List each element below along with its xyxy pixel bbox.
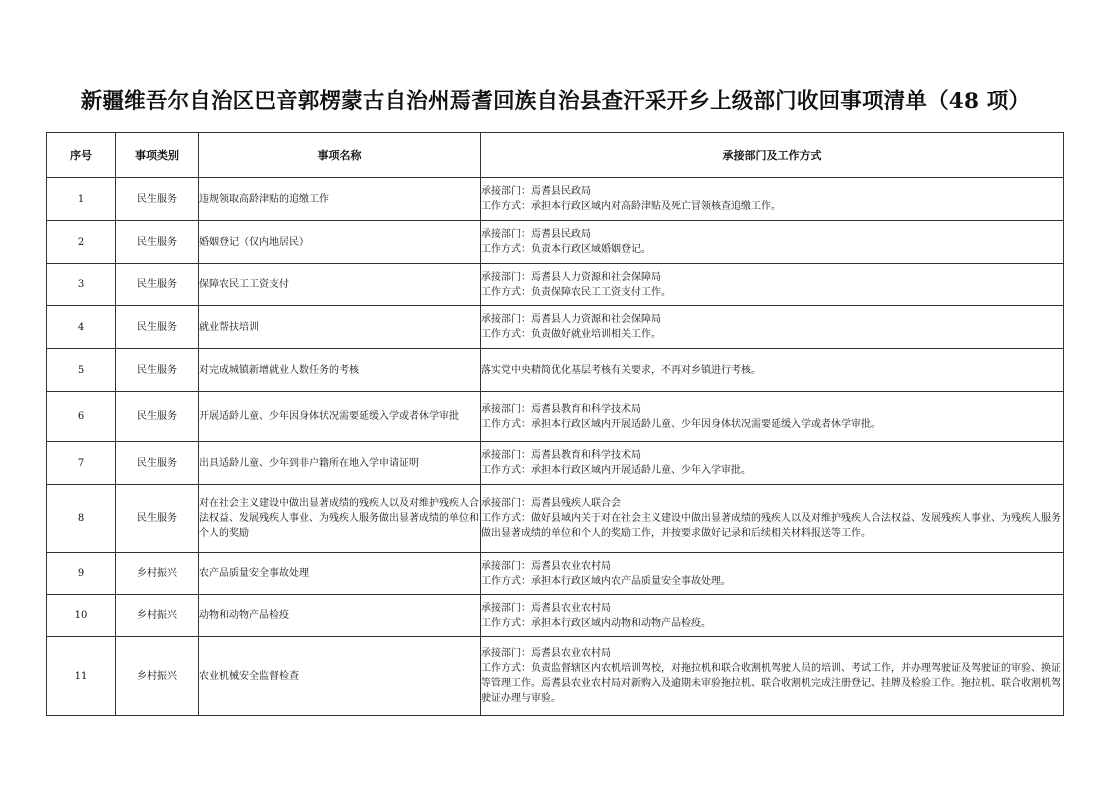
cell-category: 乡村振兴 bbox=[116, 553, 199, 595]
dept-line: 承接部门：焉耆县教育和科学技术局 bbox=[481, 403, 641, 415]
cell-name: 动物和动物产品检疫 bbox=[199, 595, 481, 637]
header-name: 事项名称 bbox=[199, 133, 481, 178]
table-row bbox=[47, 392, 1064, 442]
page-title: 新疆维吾尔自治区巴音郭楞蒙古自治州焉耆回族自治县查汗采开乡上级部门收回事项清单（48 项） bbox=[80, 89, 1031, 114]
table-row bbox=[47, 553, 1064, 595]
cell-dept bbox=[481, 553, 1064, 595]
cell-category: 民生服务 bbox=[116, 485, 199, 553]
cell-category: 乡村振兴 bbox=[116, 637, 199, 716]
dept-line: 工作方式：负责保障农民工工资支付工作。 bbox=[481, 286, 671, 298]
cell-no: 2 bbox=[47, 221, 116, 264]
header-dept: 承接部门及工作方式 bbox=[481, 133, 1064, 178]
cell-name: 农业机械安全监督检查 bbox=[199, 637, 481, 716]
dept-line: 承接部门：焉耆县农业农村局 bbox=[481, 602, 611, 614]
dept-line: 承接部门：焉耆县人力资源和社会保障局 bbox=[481, 314, 661, 325]
table-row bbox=[47, 595, 1064, 637]
cell-no: 5 bbox=[47, 349, 116, 392]
dept-line: 工作方式：承担本行政区域内开展适龄儿童、少年入学审批。 bbox=[481, 465, 751, 476]
header-no: 序号 bbox=[47, 133, 116, 178]
cell-no: 8 bbox=[47, 485, 116, 553]
cell-category: 民生服务 bbox=[116, 442, 199, 485]
dept-line: 工作方式：负责监督辖区内农机培训驾校，对拖拉机和联合收割机驾驶人员的培训、考试工作，并办理驾驶证及驾驶证的审验、换证等管理工作。焉耆县农业农村局对新购入及逾期未审验拖拉机、联合收割机完成注册登记、挂牌及检验工作。拖拉机、联合收割机驾驶证办理与审验。 bbox=[481, 663, 1061, 704]
cell-name: 对在社会主义建设中做出显著成绩的残疾人以及对维护残疾人合法权益、发展残疾人事业、为残疾人服务做出显著成绩的单位和个人的奖励 bbox=[199, 485, 481, 553]
dept-line: 工作方式：承担本行政区域内对高龄津贴及死亡冒领核查追缴工作。 bbox=[481, 201, 781, 212]
dept-line: 工作方式：负责做好就业培训相关工作。 bbox=[481, 329, 661, 340]
dept-line: 承接部门：焉耆县人力资源和社会保障局 bbox=[481, 271, 661, 283]
table-row bbox=[47, 178, 1064, 221]
cell-dept bbox=[481, 392, 1064, 442]
dept-line: 承接部门：焉耆县民政局 bbox=[481, 186, 591, 197]
cell-category: 乡村振兴 bbox=[116, 595, 199, 637]
dept-line: 工作方式：承担本行政区域内动物和动物产品检疫。 bbox=[481, 617, 711, 629]
cell-name: 保障农民工工资支付 bbox=[199, 264, 481, 306]
cell-dept bbox=[481, 442, 1064, 485]
dept-line: 承接部门：焉耆县教育和科学技术局 bbox=[481, 450, 641, 461]
cell-name: 出具适龄儿童、少年到非户籍所在地入学申请证明 bbox=[199, 442, 481, 485]
table-row bbox=[47, 485, 1064, 553]
cell-category: 民生服务 bbox=[116, 264, 199, 306]
cell-category: 民生服务 bbox=[116, 349, 199, 392]
cell-category: 民生服务 bbox=[116, 392, 199, 442]
table-row bbox=[47, 264, 1064, 306]
cell-name: 对完成城镇新增就业人数任务的考核 bbox=[199, 349, 481, 392]
cell-name: 就业帮扶培训 bbox=[199, 306, 481, 349]
cell-no: 11 bbox=[47, 637, 116, 716]
dept-line: 工作方式：做好县域内关于对在社会主义建设中做出显著成绩的残疾人以及对维护残疾人合法权益、发展残疾人事业、为残疾人服务做出显著成绩的单位和个人的奖励工作，并按要求做好记录和后续相关材料报送等工作。 bbox=[481, 513, 1061, 539]
cell-no: 10 bbox=[47, 595, 116, 637]
cell-dept bbox=[481, 178, 1064, 221]
cell-dept bbox=[481, 637, 1064, 716]
items-table bbox=[46, 132, 1064, 716]
dept-line: 承接部门：焉耆县农业农村局 bbox=[481, 648, 611, 659]
table-row bbox=[47, 221, 1064, 264]
header-category: 事项类别 bbox=[116, 133, 199, 178]
cell-dept bbox=[481, 221, 1064, 264]
cell-name: 开展适龄儿童、少年因身体状况需要延缓入学或者休学审批 bbox=[199, 392, 481, 442]
cell-dept bbox=[481, 485, 1064, 553]
table-row bbox=[47, 306, 1064, 349]
cell-category: 民生服务 bbox=[116, 178, 199, 221]
cell-no: 6 bbox=[47, 392, 116, 442]
cell-category: 民生服务 bbox=[116, 306, 199, 349]
dept-line: 工作方式：负责本行政区域婚姻登记。 bbox=[481, 244, 651, 255]
table-header-row bbox=[47, 133, 1064, 178]
dept-line: 工作方式：承担本行政区域内开展适龄儿童、少年因身体状况需要延缓入学或者休学审批。 bbox=[481, 418, 881, 430]
cell-name: 婚姻登记（仅内地居民） bbox=[199, 221, 481, 264]
dept-line: 工作方式：承担本行政区域内农产品质量安全事故处理。 bbox=[481, 575, 731, 587]
table-row bbox=[47, 349, 1064, 392]
dept-line: 承接部门：焉耆县民政局 bbox=[481, 229, 591, 240]
cell-dept bbox=[481, 349, 1064, 392]
cell-category: 民生服务 bbox=[116, 221, 199, 264]
dept-line: 落实党中央精简优化基层考核有关要求，不再对乡镇进行考核。 bbox=[481, 364, 761, 376]
cell-name: 违规领取高龄津贴的追缴工作 bbox=[199, 178, 481, 221]
table-row bbox=[47, 442, 1064, 485]
dept-line: 承接部门：焉耆县农业农村局 bbox=[481, 560, 611, 572]
cell-no: 1 bbox=[47, 178, 116, 221]
cell-dept bbox=[481, 595, 1064, 637]
cell-no: 7 bbox=[47, 442, 116, 485]
cell-no: 9 bbox=[47, 553, 116, 595]
cell-name: 农产品质量安全事故处理 bbox=[199, 553, 481, 595]
table-row bbox=[47, 637, 1064, 716]
cell-dept bbox=[481, 264, 1064, 306]
cell-no: 4 bbox=[47, 306, 116, 349]
cell-dept bbox=[481, 306, 1064, 349]
dept-line: 承接部门：焉耆县残疾人联合会 bbox=[481, 498, 621, 509]
cell-no: 3 bbox=[47, 264, 116, 306]
